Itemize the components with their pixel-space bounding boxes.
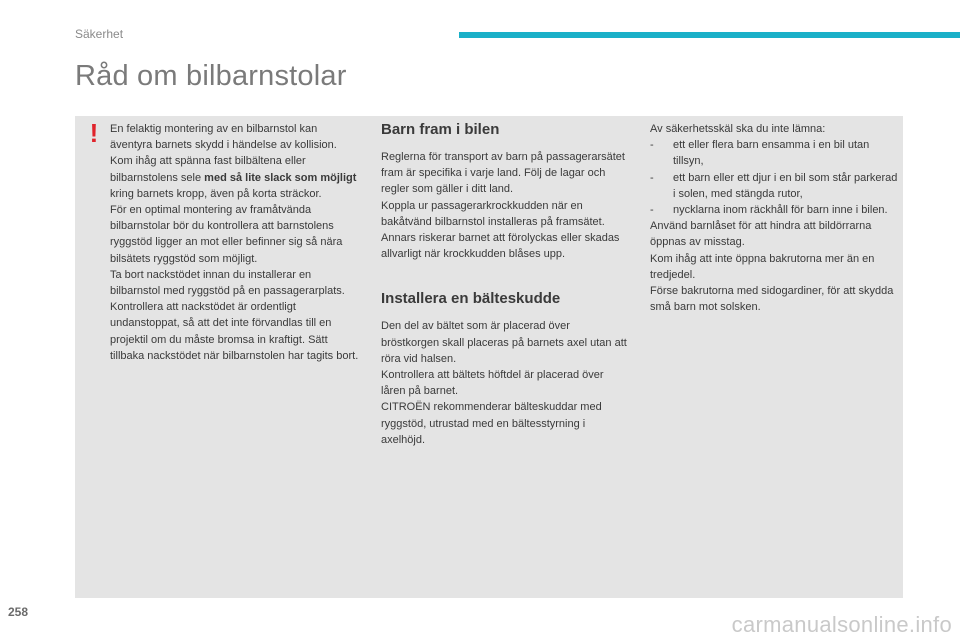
list-dash: -	[650, 204, 654, 217]
warning-text: kring barnets kropp, även på korta sträckor.	[110, 187, 322, 200]
booster-paragraph-3: CITROËN rekommenderar bälteskuddar med ryggstöd, utrustad med en bältesstyrning i axelhöjd.	[381, 401, 602, 446]
warning-paragraph-4: Ta bort nackstödet innan du installerar en bilbarnstol med ryggstöd på en passagerarplats.	[110, 268, 345, 298]
page-number: 258	[8, 605, 29, 619]
front-seat-paragraph-2: Koppla ur passagerarkrockkudden när en bakåtvänd bilbarnstol installeras på framsätet. Annars riskerar barnet att förolyckas eller skadas allvarligt när krockkudden blåses upp.	[381, 199, 620, 261]
warning-text: Kom ihåg att spänna fast bilbältena eller bilbarnstolens sele	[110, 155, 306, 184]
list-item	[650, 137, 900, 169]
warning-column	[110, 121, 360, 364]
booster-paragraph-2: Kontrollera att bältets höftdel är placerad över låren på barnet.	[381, 369, 604, 398]
section-label: Säkerhet	[75, 27, 124, 41]
heading-booster-cushion: Installera en bälteskudde	[381, 290, 561, 308]
front-seat-paragraph-1: Reglerna för transport av barn på passagerarsätet fram är specifika i varje land. Följ de lagar och regler som gäller i ditt land.	[381, 151, 625, 196]
safety-paragraph-3: Förse bakrutorna med sidogardiner, för att skydda små barn mot solsken.	[650, 285, 894, 314]
list-item	[650, 170, 900, 202]
warning-paragraph-1: En felaktig montering av en bilbarnstol kan äventyra barnets skydd i händelse av kollision.	[110, 123, 337, 152]
warning-paragraph-2	[110, 153, 360, 202]
safety-column	[650, 121, 900, 315]
watermark: carmanualsonline.info	[731, 612, 952, 637]
warning-bold-text: med så lite slack som möjligt	[204, 171, 357, 184]
safety-paragraph-1: Använd barnlåset för att hindra att bildörrarna öppnas av misstag.	[650, 220, 872, 249]
list-item	[650, 202, 900, 218]
safety-paragraph-2: Kom ihåg att inte öppna bakrutorna mer än en tredjedel.	[650, 252, 875, 281]
list-dash: -	[650, 139, 654, 152]
safety-intro: Av säkerhetsskäl ska du inte lämna:	[650, 123, 826, 135]
heading-front-seat: Barn fram i bilen	[381, 121, 500, 138]
list-dash: -	[650, 171, 654, 184]
exclamation-icon: !	[89, 118, 99, 148]
list-item-text: ett eller flera barn ensamma i en bil utan tillsyn,	[673, 139, 870, 168]
list-item-text: ett barn eller ett djur i en bil som står parkerad i solen, med stängda rutor,	[673, 171, 898, 200]
header-accent-bar	[459, 32, 960, 38]
list-item-text: nycklarna inom räckhåll för barn inne i bilen.	[673, 204, 888, 217]
page-title: Råd om bilbarnstolar	[75, 60, 347, 92]
warning-paragraph-5: Kontrollera att nackstödet är ordentligt undanstoppat, så att det inte förvandlas till en projektil om du måste bromsa in kraftigt. Sätt tillbaka nackstödet när bilbarnstolen har tagits bort.	[110, 301, 359, 362]
front-seat-column	[381, 120, 631, 448]
warning-paragraph-3: För en optimal montering av framåtvända bilbarnstolar bör du kontrollera att barnstolens ryggstöd ligger an mot eller befinner sig så nära bilsätets ryggstöd som möjligt.	[110, 204, 343, 265]
booster-paragraph-1: Den del av bältet som är placerad över bröstkorgen skall placeras på barnets axel utan att röra vid halsen.	[381, 320, 627, 365]
